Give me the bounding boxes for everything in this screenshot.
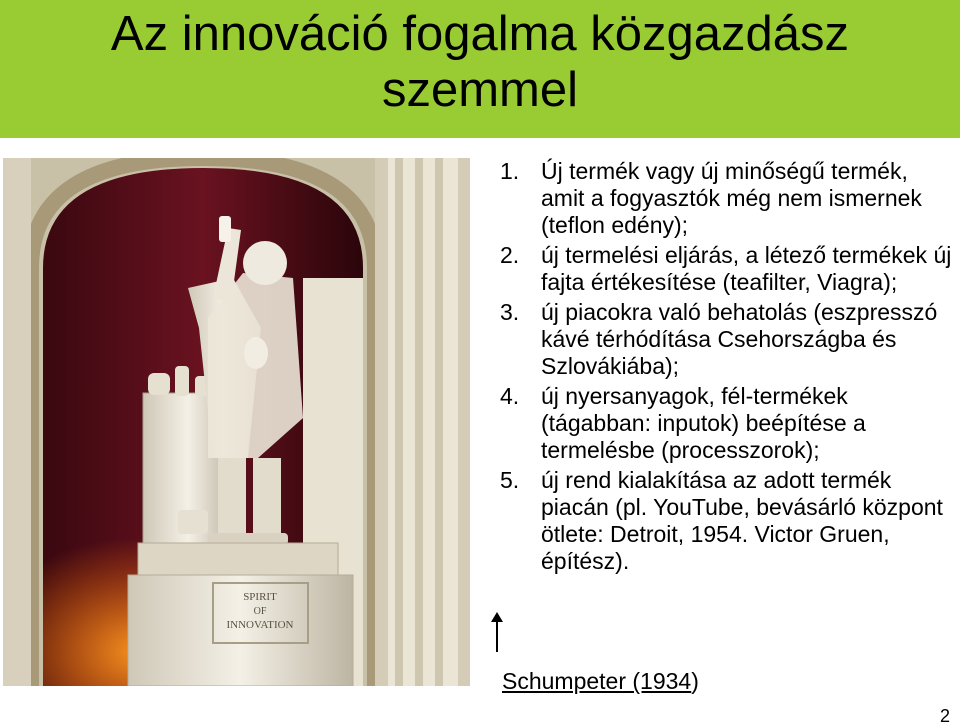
plaque-line-1: SPIRIT [243, 591, 277, 603]
item-number: 5. [500, 467, 520, 493]
item-number: 3. [500, 299, 520, 325]
item-text: Új termék vagy új minőségű termék, amit a fogyasztók még nem ismernek (teflon edény); [541, 158, 922, 238]
title-line-1: Az innováció fogalma közgazdász [110, 7, 850, 61]
list-item [500, 299, 955, 380]
item-number: 2. [500, 242, 520, 268]
citation [502, 667, 699, 695]
innovation-types-list [500, 158, 955, 578]
page-number: 2 [939, 706, 950, 726]
slide-title [0, 6, 960, 118]
up-arrow-icon [487, 612, 507, 652]
item-number: 4. [500, 383, 520, 409]
item-number: 1. [500, 158, 520, 184]
item-text: új termelési eljárás, a létező termékek új fajta értékesítése (teafilter, Viagra); [541, 242, 952, 295]
item-text: új piacokra való behatolás (eszpresszó kávé térhódítása Csehországba és Szlovákiába); [541, 299, 938, 379]
citation-underlined: Schumpeter (1934 [502, 668, 692, 694]
citation-close: ) [691, 668, 699, 694]
item-text: új nyersanyagok, fél-termékek (tágabban: inputok) beépítése a termelésbe (processzorok); [541, 383, 866, 463]
statue-illustration [3, 158, 470, 686]
list-item [500, 383, 955, 464]
plaque-line-2: OF [253, 606, 267, 617]
list-item [500, 158, 955, 239]
list-item [500, 242, 955, 296]
title-line-2: szemmel [381, 63, 579, 117]
plaque-line-3: INNOVATION [226, 619, 294, 631]
list-item [500, 467, 955, 575]
statue-photo [3, 158, 470, 686]
item-text: új rend kialakítása az adott termék piacán (pl. YouTube, bevásárló központ ötlete: Detroit, 1954. Victor Gruen, építész). [541, 467, 943, 574]
